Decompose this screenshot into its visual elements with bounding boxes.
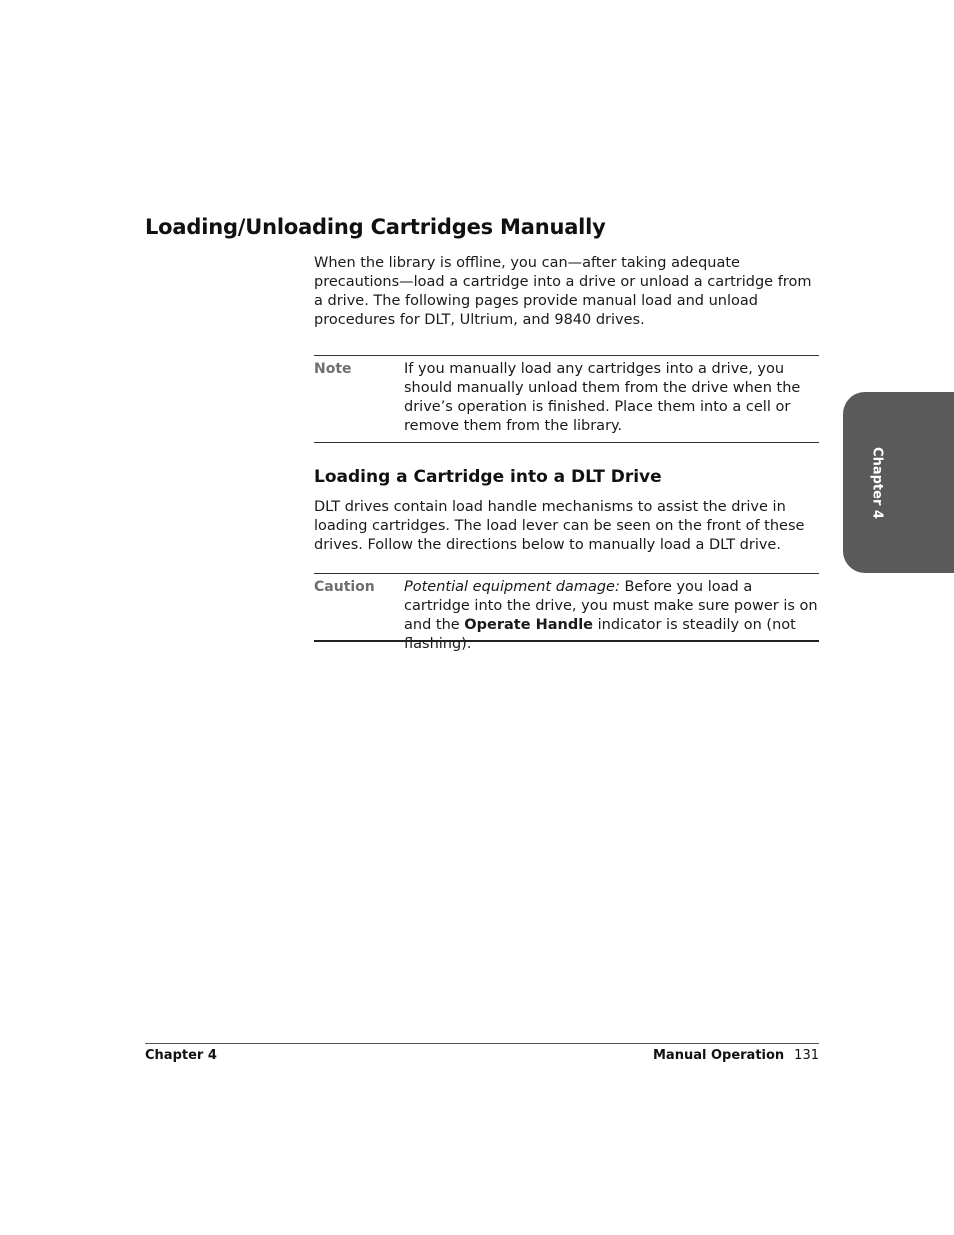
chapter-tab bbox=[843, 392, 954, 573]
note-bottom-rule bbox=[314, 442, 819, 443]
footer-rule bbox=[145, 1043, 819, 1044]
caution-text bbox=[404, 578, 819, 654]
caution-text-part-2: indicator is steadily on (not flashing). bbox=[404, 617, 796, 652]
note-label: Note bbox=[314, 361, 352, 377]
caution-bottom-rule bbox=[314, 640, 819, 642]
note-text: If you manually load any cartridges into a drive, you should manually unload them from the drive when the drive’s operation is finished. Place them into a cell or remove them from the library. bbox=[404, 361, 801, 434]
note-top-rule bbox=[314, 355, 819, 356]
chapter-tab-label: Chapter 4 bbox=[869, 446, 884, 519]
page-title: Loading/Unloading Cartridges Manually bbox=[145, 215, 606, 239]
footer-section bbox=[653, 1048, 819, 1063]
intro-paragraph: When the library is offline, you can—after taking adequate precautions—load a cartridge into a drive or unload a cartridge from a drive. The following pages provide manual load and unload procedures for DLT, Ultrium, and 9840 drives. bbox=[314, 255, 812, 328]
footer-section-title: Manual Operation bbox=[652, 1048, 785, 1063]
operate-handle-term: Operate Handle bbox=[464, 617, 594, 633]
section-heading: Loading a Cartridge into a DLT Drive bbox=[314, 467, 662, 487]
dlt-paragraph: DLT drives contain load handle mechanisms to assist the drive in loading cartridges. The load lever can be seen on the front of these drives. Follow the directions below to manually load a DLT drive. bbox=[314, 499, 805, 553]
page-number: 131 bbox=[794, 1048, 819, 1063]
footer-chapter: Chapter 4 bbox=[145, 1048, 217, 1063]
caution-text-part-1: Before you load a cartridge into the drive, you must make sure power is on and the bbox=[404, 579, 818, 633]
caution-lead: Potential equipment damage: bbox=[404, 579, 620, 595]
caution-label: Caution bbox=[314, 579, 375, 595]
caution-top-rule bbox=[314, 573, 819, 574]
